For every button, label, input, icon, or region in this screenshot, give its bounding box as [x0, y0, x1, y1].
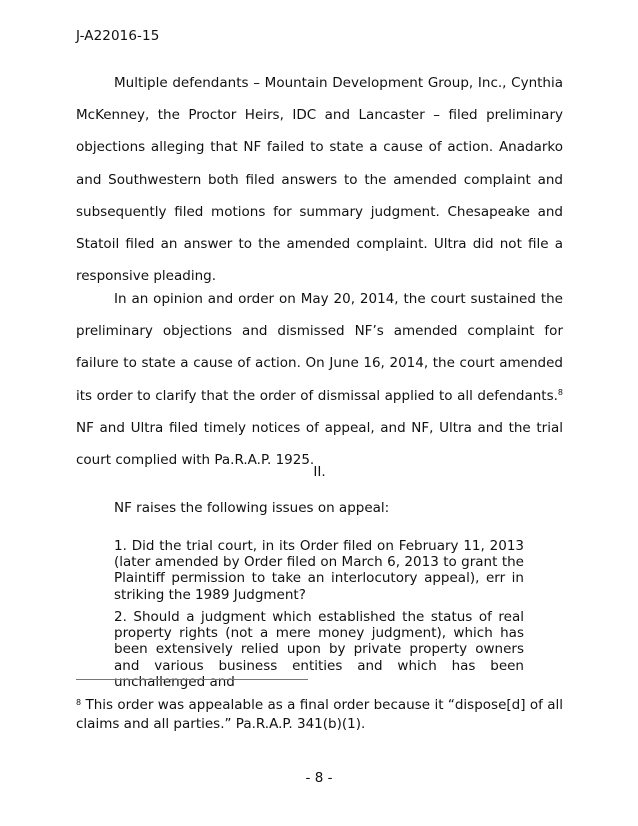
page-number: - 8 - — [305, 770, 333, 786]
paragraph-issues-intro — [76, 492, 563, 524]
footnote — [76, 696, 563, 734]
paragraph-text-before-marker: In an opinion and order on May 20, 2014, the court sustained the preliminary objections and dismissed NF’s amended complaint for failure to state a cause of action. On June 16, 2014, the court amended its order to clarify that the order of dismissal applied to all defendants. — [76, 291, 563, 404]
issue-text: 1. Did the trial court, in its Order filed on February 11, 2013 (later amended by Order filed on March 6, 2013 to grant the Plaintiff permission to take an interlocutory appeal), err in striking the 1989 Judgment? — [114, 538, 524, 603]
footnote-text-block — [76, 696, 563, 734]
issue-1 — [114, 538, 524, 603]
issue-2 — [114, 609, 524, 690]
paragraph-court-order — [76, 283, 563, 476]
paragraph-text — [76, 283, 563, 476]
docket-number: J-A22016-15 — [76, 28, 160, 44]
paragraph-defendants-objections — [76, 67, 563, 292]
paragraph-text: Multiple defendants – Mountain Development Group, Inc., Cynthia McKenney, the Proctor Heirs, IDC and Lancaster – filed preliminary objections alleging that NF failed to state a cause of action. Anadarko and Southwestern both filed answers to the amended complaint and subsequently filed motions for summary judgment. Chesapeake and Statoil filed an answer to the amended complaint. Ultra did not file a responsive pleading. — [76, 75, 563, 285]
paragraph-text: NF raises the following issues on appeal: — [114, 500, 390, 516]
footnote-text: This order was appealable as a final order because it “dispose[d] of all claims and all parties.” Pa.R.A.P. 341(b)(1). — [76, 697, 563, 732]
footnote-reference: 8 — [557, 387, 563, 397]
issue-text: 2. Should a judgment which established the status of real property rights (not a mere money judgment), which has been extensively relied upon by private property owners and various business entities and which has been unchallenged and — [114, 609, 524, 690]
footnote-divider — [76, 679, 308, 680]
paragraph-text-after-marker: NF and Ultra filed timely notices of appeal, and NF, Ultra and the trial court complied with Pa.R.A.P. 1925. — [76, 419, 563, 469]
section-heading: II. — [313, 464, 326, 480]
footnote-marker: 8 — [76, 698, 82, 707]
